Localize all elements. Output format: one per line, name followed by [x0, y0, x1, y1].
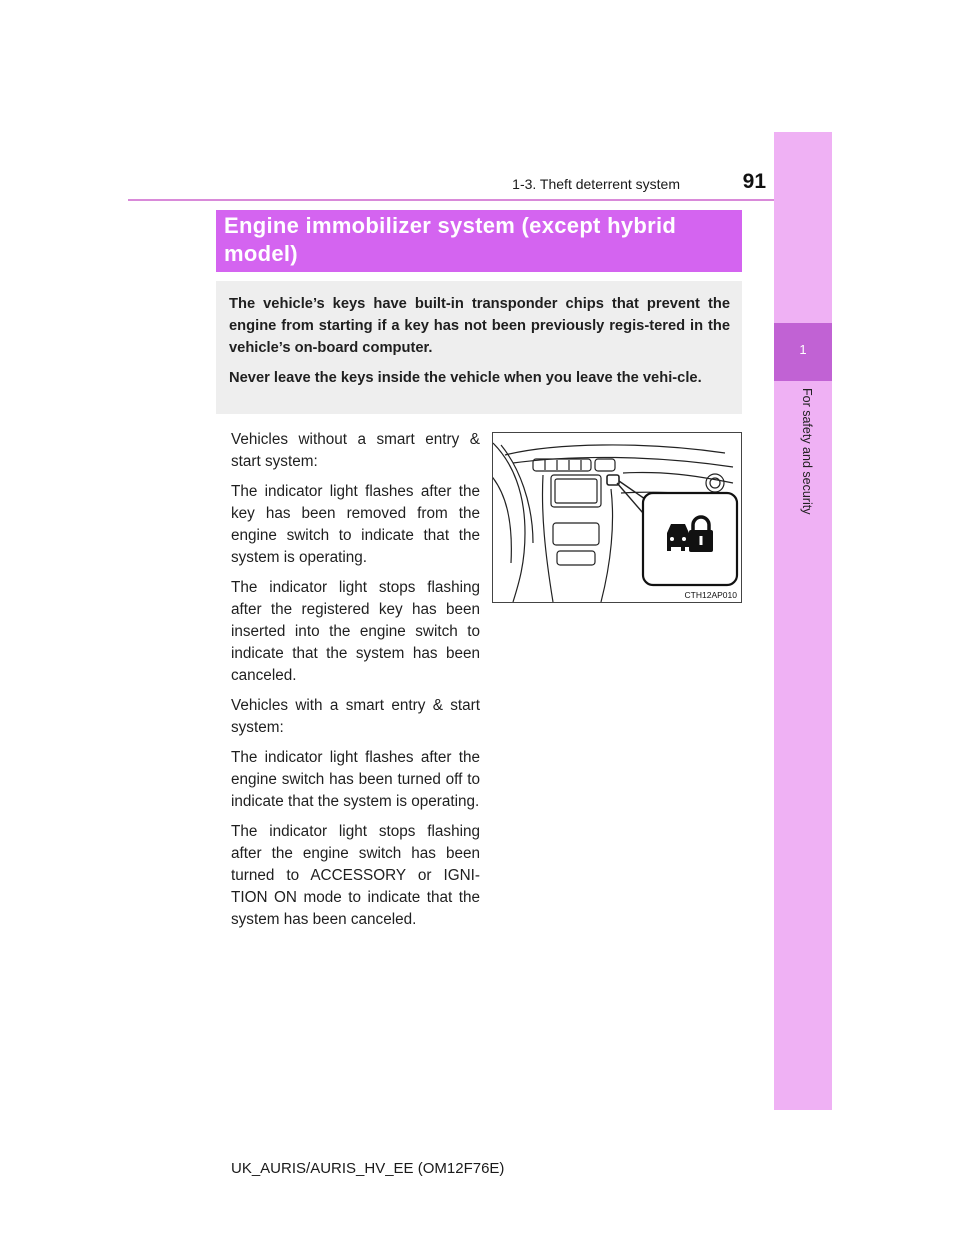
- running-header: 1-3. Theft deterrent system: [512, 176, 680, 192]
- body-paragraph: The indicator light stops flashing after the registered key has been inserted into the engine switch to indicate that the system has been canceled.: [231, 579, 480, 684]
- document-footer: UK_AURIS/AURIS_HV_EE (OM12F76E): [231, 1160, 505, 1177]
- figure-code: CTH12AP010: [684, 590, 737, 600]
- chapter-title: For safety and security: [800, 388, 814, 515]
- intro-paragraph: Never leave the keys inside the vehicle when you leave the vehi-cle.: [229, 370, 702, 386]
- chapter-number: 1: [799, 342, 807, 357]
- page-number: 91: [742, 170, 766, 193]
- body-paragraph: The indicator light stops flashing after the engine switch has been turned to ACCESSORY or IGNI-TION ON mode to indicate that the system has been canceled.: [231, 823, 480, 928]
- chapter-side-tab: [774, 132, 832, 1110]
- body-text: [231, 429, 480, 939]
- header-divider: [128, 199, 832, 201]
- intro-paragraph: The vehicle’s keys have built-in transponder chips that prevent the engine from starting if a key has not been previously regis-tered in the vehicle’s on-board computer.: [229, 296, 730, 356]
- intro-box: [216, 281, 742, 414]
- section-title: Engine immobilizer system (except hybrid model): [216, 210, 742, 272]
- body-paragraph: Vehicles without a smart entry & start system:: [231, 431, 480, 470]
- body-paragraph: The indicator light flashes after the engine switch has been turned off to indicate that the system is operating.: [231, 749, 480, 810]
- dashboard-drawing: [493, 433, 741, 602]
- dashboard-illustration: [492, 432, 742, 603]
- body-paragraph: Vehicles with a smart entry & start system:: [231, 697, 480, 736]
- body-paragraph: The indicator light flashes after the key has been removed from the engine switch to indicate that the system is operating.: [231, 483, 480, 566]
